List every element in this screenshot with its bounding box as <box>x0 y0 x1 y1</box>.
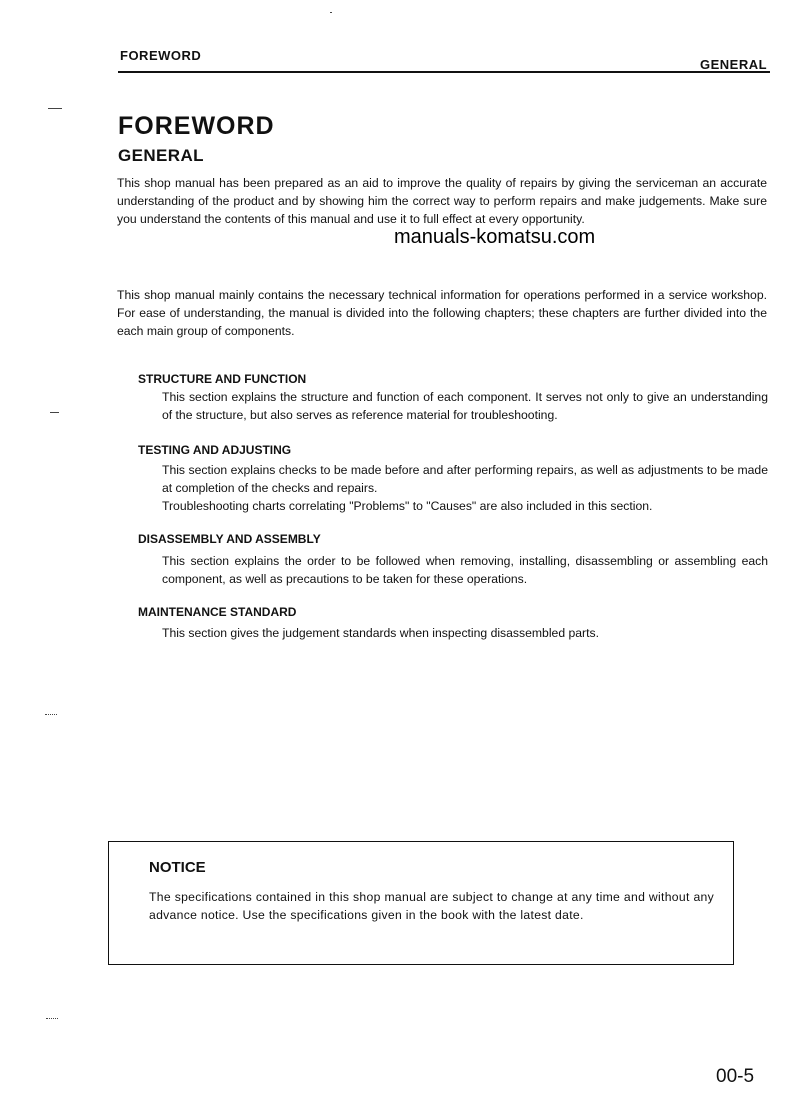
notice-text: The specifications contained in this shop manual are subject to change at any time and without any advance notice. Use the specifications given in the book with the latest date. <box>149 890 714 922</box>
watermark: manuals-komatsu.com <box>394 226 596 248</box>
chapter-heading-disassembly: DISASSEMBLY AND ASSEMBLY <box>138 532 321 546</box>
notice-title: NOTICE <box>149 859 206 876</box>
intro-paragraph: This shop manual has been prepared as an aid to improve the quality of repairs by giving the serviceman an accurate understanding of the product and by showing him the correct way to perform repairs and make judgements. Make sure you understand the contents of this manual and use it to full effect at every opportunity. <box>117 176 767 226</box>
margin-mark <box>50 412 59 413</box>
header-left-label: FOREWORD <box>120 48 202 63</box>
notice-box <box>108 841 734 965</box>
page-title: FOREWORD <box>118 112 275 140</box>
page-number: 00-5 <box>716 1066 755 1087</box>
margin-mark <box>48 108 62 109</box>
chapter-description-disassembly: This section explains the order to be followed when removing, installing, disassembling or assembling each component, as well as precautions to be taken for these operations. <box>162 554 768 586</box>
margin-mark <box>46 1018 58 1019</box>
header-right-label: GENERAL <box>700 57 768 72</box>
margin-mark <box>330 12 332 13</box>
chapters-paragraph: This shop manual mainly contains the necessary technical information for operations performed in a service workshop. For ease of understanding, the manual is divided into the following chapters; these chapters are further divided into the each main group of components. <box>117 288 767 338</box>
chapter-description-maintenance: This section gives the judgement standards when inspecting disassembled parts. <box>162 626 599 640</box>
header-rule <box>118 71 770 73</box>
chapter-heading-structure: STRUCTURE AND FUNCTION <box>138 372 307 386</box>
chapter-description-structure: This section explains the structure and function of each component. It serves not only to give an understanding of the structure, but also serves as reference material for troubleshooting. <box>162 390 768 422</box>
chapter-heading-testing: TESTING AND ADJUSTING <box>138 443 292 457</box>
chapter-description-testing <box>162 461 768 515</box>
chapter-description-testing-main: This section explains checks to be made before and after performing repairs, as well as adjustments to be made at completion of the checks and repairs. <box>162 463 768 495</box>
chapter-heading-maintenance: MAINTENANCE STANDARD <box>138 605 297 619</box>
section-title: GENERAL <box>118 146 204 165</box>
margin-mark <box>45 714 57 715</box>
chapter-description-testing-extra: Troubleshooting charts correlating "Problems" to "Causes" are also included in this section. <box>162 499 653 513</box>
